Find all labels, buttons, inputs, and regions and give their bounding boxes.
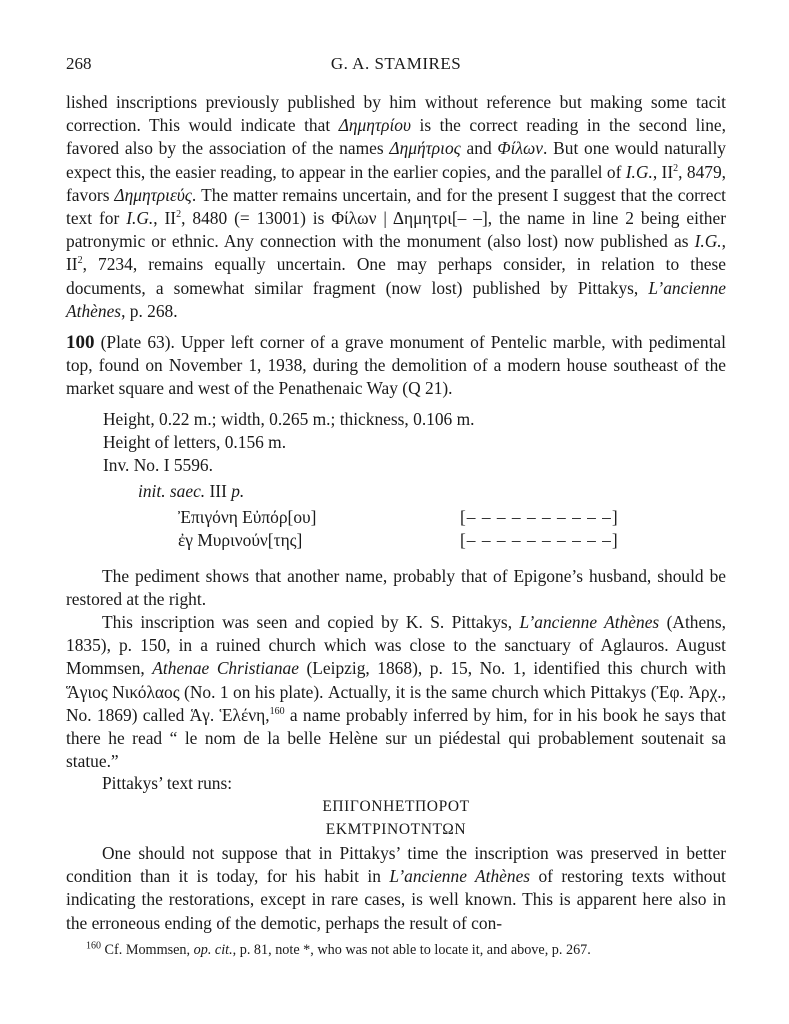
paragraph-pittakys [66, 611, 726, 773]
book-title: L’ancienne Athènes [389, 866, 531, 887]
inscription-greek: Ἐπιγόνη Εὐπόρ[ου] [178, 507, 317, 527]
text-run: and [460, 138, 498, 159]
text-run: (Leipzig, 1868), p. 15, No. 1, identified this church with [298, 658, 726, 679]
text-run: | [376, 208, 393, 229]
text-run: of restoring texts without indicating the restorations, except in rare cases, is well known. This is apparent here also in the erroneous ending of the demotic, perhaps the result of con- [66, 866, 726, 933]
footnote-number: 160 [86, 940, 101, 952]
text-run: (Plate 63). Upper left corner of a grave monument of Pentelic marble, with pedimental top, found on November 1, 1938, during the demolition of a modern house southeast of the market square and west of the Penathenaic Way (Q 21). [66, 332, 726, 399]
date-suffix: p. [231, 481, 245, 501]
footnote-160 [86, 941, 726, 959]
inventory-line: Inv. No. I 5596. [103, 455, 213, 476]
book-title: Athenae Christianae [152, 658, 299, 679]
book-title: L’ancienne Athènes [519, 612, 660, 632]
greek-name: Ἅγιος Νικόλαος [66, 681, 180, 702]
citation-abbrev: I.G. [126, 208, 154, 229]
lacuna-bracket: [– – – – – – – – – –] [460, 507, 619, 527]
text-run: , No. 1869) called [66, 681, 726, 725]
date-line [138, 480, 789, 503]
paragraph-text: Pittakys’ text runs: [102, 773, 233, 793]
lacuna-bracket: [– – – – – – – – – –] [460, 530, 619, 550]
citation-abbrev: I.G. [694, 231, 722, 252]
text-run: One should not suppose that in Pittakys’ time the inscription was preserved in better condition than it is today, for his habit in [66, 843, 726, 887]
text-run: , II [652, 161, 674, 182]
page-header [66, 52, 726, 76]
paragraph-continued [66, 91, 726, 323]
greek-name: Ἁγ. Ἑλένη, [189, 704, 270, 725]
inscription-line-1 [66, 506, 726, 530]
text-run: , 8479, favors [66, 161, 727, 205]
entry-number: 100 [66, 332, 95, 353]
entry-100 [66, 331, 726, 401]
paragraph-text-runs [66, 772, 726, 795]
measurements [103, 408, 663, 478]
running-title: G. A. STAMIRES [330, 54, 462, 73]
paragraph-text [66, 611, 726, 773]
greek-name: Φίλων [497, 138, 544, 159]
greek-name: Δημητρίου [338, 115, 411, 136]
text-run: , II [153, 208, 177, 229]
greek-name: Δημητρι[– –] [392, 208, 488, 229]
footnote-ref[interactable]: 160 [269, 706, 285, 718]
superscript: 2 [176, 209, 182, 221]
transcription-line-2: ΕΚΜΤΡΙΝΟΤΝΤΩΝ [325, 821, 467, 838]
text-run: lished inscriptions previously published by him without reference but making some tacit correction. This would indicate that [66, 92, 726, 136]
text-run: , the name in line 2 being either patronymic or ethnic. Any connection with the monument (also lost) now published as [66, 208, 726, 252]
superscript: 2 [673, 162, 679, 174]
text-run: . But one would naturally expect this, the easier reading, to appear in the earlier copies, and the parallel of [66, 138, 726, 182]
page-number: 268 [66, 54, 92, 73]
text-run: Cf. Mommsen, [101, 942, 194, 958]
dimensions-line: Height, 0.22 m.; width, 0.265 m.; thickness, 0.106 m. [103, 409, 475, 429]
text-run: . The matter remains uncertain, and for the present I suggest that the correct text for [66, 184, 726, 229]
text-run: (No. 1 on his plate). Actually, it is the same church which Pittakys ( [179, 681, 657, 702]
paragraph-text [66, 91, 726, 323]
text-run: This inscription was seen and copied by K. S. Pittakys, [102, 612, 520, 632]
greek-name: Δημητριεύς [114, 184, 192, 205]
citation-abbrev: op. cit. [193, 942, 233, 958]
text-run: , 7234, remains equally uncertain. One may perhaps consider, in relation to these documents, a somewhat similar fragment (now lost) published by Pittakys, [66, 254, 726, 298]
inscription-line-2 [66, 529, 726, 553]
text-run: a name probably inferred by him, for in his book he says that there he read “ le nom de la belle Helène sur un piédestal qui probablement soutenait sa statue.” [66, 704, 726, 772]
paragraph-text: The pediment shows that another name, probably that of Epigone’s husband, should be restored at the right. [66, 566, 726, 610]
paragraph-text [66, 842, 726, 935]
pittakys-transcription [66, 795, 726, 841]
greek-name: Δημήτριος [389, 138, 461, 159]
letter-height-line: Height of letters, 0.156 m. [103, 432, 287, 453]
paragraph-pediment [66, 565, 726, 611]
book-title: L’ancienne Athènes [66, 277, 726, 321]
greek-name: Ἐφ. Ἀρχ. [656, 681, 722, 702]
date-century: III [205, 481, 232, 501]
text-run: , II [66, 231, 726, 275]
entry-description [66, 331, 726, 401]
paragraph-condition [66, 842, 726, 935]
superscript: 2 [77, 255, 83, 267]
text-run: , 8480 (= 13001) is [181, 208, 332, 229]
text-run: is the correct reading in the second line, favored also by the association of the names [66, 115, 726, 159]
greek-name: Φίλων [331, 208, 377, 229]
text-run: (Athens, 1835), p. 150, in a ruined church which was close to the sanctuary of Aglauros. August Mommsen, [66, 612, 726, 679]
text-run: , p. 268. [121, 300, 178, 321]
date-latin: init. saec. [138, 481, 206, 501]
inscription-greek: ἐγ Μυρινούν[της] [178, 530, 303, 550]
text-run: , p. 81, note *, who was not able to locate it, and above, p. 267. [232, 942, 591, 958]
transcription-line-1: ΕΠΙΓΟΝΗΕΤΠΟΡΟΤ [322, 798, 470, 815]
citation-abbrev: I.G. [625, 161, 653, 182]
